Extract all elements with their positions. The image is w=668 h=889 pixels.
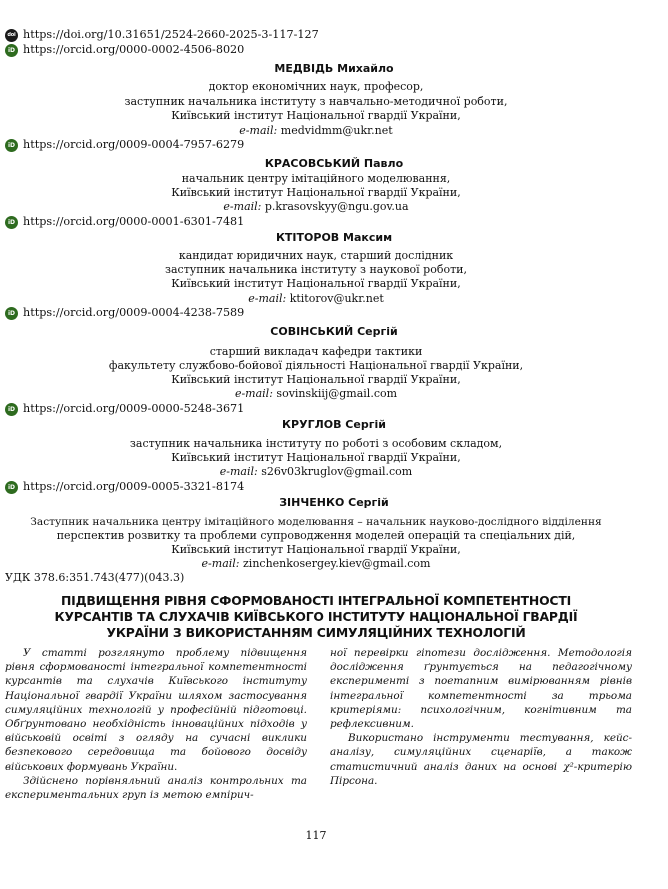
email-label: e-mail:	[219, 465, 258, 478]
orcid-line-6	[5, 480, 244, 494]
author-3-email-line	[0, 292, 632, 306]
abstract-paragraph: ної перевірки гіпотези дослідження. Методологія дослідження ґрунтується на педагогічному експерименті з поетапним вимірюванням рівнів інтегральної компетентності за трьома критеріями: психологічним, когнітивним та рефлексивним.	[330, 647, 632, 731]
author-name-3: КТІТОРОВ Максим	[275, 231, 393, 244]
author-6-line-3: Київський інститут Національної гвардії України,	[171, 543, 461, 556]
author-5-email-line	[0, 465, 632, 479]
orcid-link-6[interactable]: https://orcid.org/0009-0005-3321-8174	[23, 480, 245, 493]
author-2-email-line	[0, 200, 632, 214]
udc-code: УДК 378.6:351.743(477)(043.3)	[5, 571, 185, 584]
orcid-line-5	[5, 402, 244, 416]
author-3-line-3: Київський інститут Національної гвардії України,	[171, 277, 461, 290]
author-5-line-2: Київський інститут Національної гвардії України,	[171, 451, 461, 464]
orcid-icon: iD	[5, 44, 18, 57]
author-name-2: КРАСОВСЬКИЙ Павло	[264, 157, 404, 170]
orcid-link-2[interactable]: https://orcid.org/0009-0004-7957-6279	[23, 138, 245, 151]
orcid-icon: iD	[5, 216, 18, 229]
author-3-email[interactable]: ktitorov@ukr.net	[289, 292, 384, 305]
email-label: e-mail:	[234, 387, 273, 400]
email-label: e-mail:	[239, 124, 278, 137]
author-1-email-line	[0, 124, 632, 138]
author-6-email-line	[0, 557, 632, 571]
author-3-line-2: заступник начальника інституту з наукової роботи,	[165, 263, 467, 276]
orcid-icon: iD	[5, 307, 18, 320]
orcid-line-2	[5, 138, 244, 152]
author-5-line-1: заступник начальника інституту по роботі з особовим складом,	[129, 437, 503, 450]
author-name-1: МЕДВІДЬ Михайло	[274, 62, 394, 75]
doi-icon: doi	[5, 29, 18, 42]
author-4-email[interactable]: sovinskiij@gmail.com	[276, 387, 398, 400]
abstract-left-column	[5, 646, 307, 802]
author-2-email[interactable]: p.krasovskyy@ngu.gov.ua	[264, 200, 409, 213]
doi-link[interactable]: https://doi.org/10.31651/2524-2660-2025-3-117-127	[23, 28, 319, 41]
author-1-line-3: Київський інститут Національної гвардії України,	[171, 109, 461, 122]
abstract-right-column	[330, 646, 632, 788]
orcid-link-3[interactable]: https://orcid.org/0000-0001-6301-7481	[23, 215, 245, 228]
article-title-line-3: УКРАЇНИ З ВИКОРИСТАННЯМ СИМУЛЯЦІЙНИХ ТЕХНОЛОГІЙ	[106, 625, 526, 640]
orcid-line-3	[5, 215, 244, 229]
author-1-line-2: заступник начальника інституту з навчально-методичної роботи,	[124, 95, 508, 108]
author-4-email-line	[0, 387, 632, 401]
email-label: e-mail:	[201, 557, 240, 570]
author-2-line-2: Київський інститут Національної гвардії України,	[171, 186, 461, 199]
orcid-icon: iD	[5, 403, 18, 416]
orcid-icon: iD	[5, 481, 18, 494]
orcid-link-4[interactable]: https://orcid.org/0009-0004-4238-7589	[23, 306, 245, 319]
orcid-link-5[interactable]: https://orcid.org/0009-0000-5248-3671	[23, 402, 245, 415]
orcid-line-4	[5, 306, 244, 320]
author-5-email[interactable]: s26v03kruglov@gmail.com	[261, 465, 413, 478]
orcid-icon: iD	[5, 139, 18, 152]
author-name-6: ЗІНЧЕНКО Сергій	[279, 496, 389, 509]
author-4-line-2: факультету службово-бойової діяльності Національної гвардії України,	[108, 359, 524, 372]
author-6-line-2: перспектив розвитку та проблеми супроводження моделей операцій та спеціальних дій,	[56, 529, 576, 542]
author-name-5: КРУГЛОВ Сергій	[282, 418, 386, 431]
article-title-line-2: КУРСАНТІВ ТА СЛУХАЧІВ КИЇВСЬКОГО ІНСТИТУТУ НАЦІОНАЛЬНОЇ ГВАРДІЇ	[54, 609, 578, 624]
doi-line	[5, 28, 319, 42]
author-6-email[interactable]: zinchenkosergey.kiev@gmail.com	[243, 557, 431, 570]
orcid-link-1[interactable]: https://orcid.org/0000-0002-4506-8020	[23, 43, 245, 56]
orcid-line-1	[5, 43, 244, 57]
author-4-line-3: Київський інститут Національної гвардії України,	[171, 373, 461, 386]
abstract-paragraph: Використано інструменти тестування, кейс-аналізу, симуляційних сценаріїв, а також статистичний аналіз даних на основі χ²-критерію Пірсона.	[330, 732, 632, 787]
abstract-paragraph: Здійснено порівняльний аналіз контрольних та експериментальних груп із метою емпірич-	[5, 774, 307, 802]
author-3-line-1: кандидат юридичних наук, старший дослідник	[178, 249, 454, 262]
author-1-line-1: доктор економічних наук, професор,	[208, 80, 424, 93]
author-6-line-1: Заступник начальника центру імітаційного моделювання – начальник науково-дослідного відділення	[30, 516, 602, 528]
email-label: e-mail:	[248, 292, 287, 305]
author-1-email[interactable]: medvidmm@ukr.net	[280, 124, 393, 137]
page-number: 117	[305, 829, 327, 842]
author-4-line-1: старший викладач кафедри тактики	[209, 345, 423, 358]
email-label: e-mail:	[223, 200, 262, 213]
author-2-line-1: начальник центру імітаційного моделювання,	[181, 172, 451, 185]
article-title-line-1: ПІДВИЩЕННЯ РІВНЯ СФОРМОВАНОСТІ ІНТЕГРАЛЬНОЇ КОМПЕТЕНТНОСТІ	[61, 593, 571, 608]
abstract-paragraph: У статті розглянуто проблему підвищення рівня сформованості інтегральної компетентності курсантів та слухачів Київського інституту Національної гвардії України шляхом застосування симуляційних технологій у професійній підготовці. Обґрунтовано необхідність інноваційних підходів у військовій освіті з огляду на сучасні виклики безпекового середовища та бойового досвіду військових формувань України.	[5, 647, 307, 773]
author-name-4: СОВІНСЬКИЙ Сергій	[270, 325, 398, 338]
